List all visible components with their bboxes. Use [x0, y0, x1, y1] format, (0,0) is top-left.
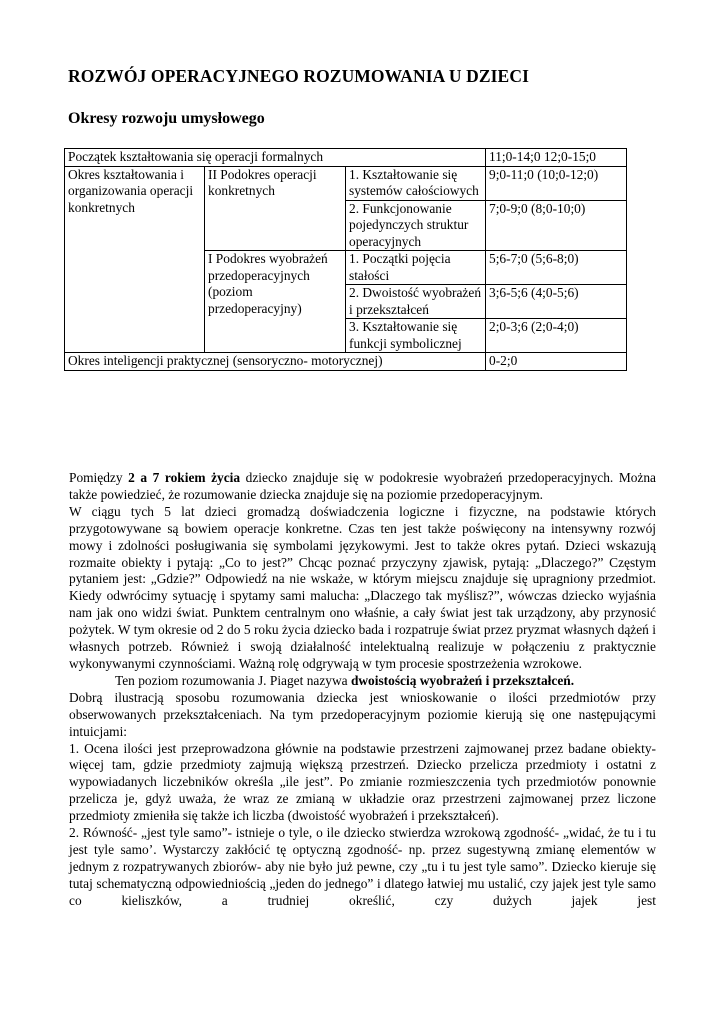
stage-label: 1. Początki pojęcia stałości	[346, 251, 486, 285]
period-label-formal: Początek kształtowania się operacji formalnych	[65, 149, 486, 167]
paragraph-point-1: 1. Ocena ilości jest przeprowadzona głównie na podstawie przestrzeni zajmowanej przez badane obiekty- więcej tam, gdzie przedmioty zajmują większą przestrzeń. Dziecko przelicza przedmioty i ostatni z wypowiadanych liczebników określa „ile jest”. Po zmianie rozmieszczenia tych przedmiotów ponownie przelicza je, gdyż uważa, że wraz ze zmianą w układzie oraz przestrzeni zajmowanej przez liczone przedmioty zmieniła się także ich liczba (dwoistość wyobrażeń i przekształceń).	[69, 740, 656, 824]
emphasis-age-range: 2 a 7 rokiem życia	[128, 470, 241, 485]
period-label-concrete: Okres kształtowania i organizowania operacji konkretnych	[65, 166, 205, 353]
paragraph-text: Pomiędzy	[69, 470, 129, 485]
age-range-formal: 11;0-14;0 12;0-15;0	[486, 149, 627, 167]
stage-label: 3. Kształtowanie się funkcji symbolicznej	[346, 319, 486, 353]
age-range: 7;0-9;0 (8;0-10;0)	[486, 200, 627, 251]
paragraph-questions: W ciągu tych 5 lat dzieci gromadzą doświadczenia logiczne i fizyczne, na podstawie których przygotowywane są bowiem operacje konkretne. Czas ten jest także poświęcony na intensywny rozwój mowy i zdolności posługiwania się symbolami językowymi. Jest to także okres pytań. Dzieci wskazują rozmaite obiekty i pytają: „Co to jest?” Chcąc poznać przyczyny zjawisk, pytają: „Dlaczego?” Częstym pytaniem jest: „Gdzie?” Odpowiedź na nie wskaże, w którym miejscu znajduje się upragniony przedmiot. Kiedy odwrócimy sytuację i spytamy sami malucha: „Dlaczego tak myślisz?”, wówczas dziecko wyjaśnia nam jak ono widzi świat. Punktem centralnym ono właśnie, a cały świat jest tak urządzony, aby przynosić pożytek. W tym okresie od 2 do 5 roku życia dziecko bada i rozpatruje świat przez pryzmat własnych dążeń i własnych potrzeb. Również i swoją działalność intelektualną realizuje w połączeniu z praktycznie wykonywanymi czynnościami. Ważną rolę odgrywają w tym procesie spostrzeżenia wzrokowe.	[69, 503, 656, 671]
paragraph-point-2: 2. Równość- „jest tyle samo”- istnieje o tyle, o ile dziecko stwierdza wzrokową zgodność- „widać, że tu i tu jest tyle samo’. Wystarczy zakłócić tę optyczną zgodność- np. przez sugestywną zmianę elementów w jednym z rozpatrywanych zbiorów- aby nie było już pewne, czy „tu i tu jest tyle samo”. Dziecko kieruje się tutaj schematyczną odpowiedniością „jeden do jednego” i dlatego łatwiej mu ustalić, czy jajek jest tyle samo co kieliszków, a trudniej określić, czy dużych jajek jest	[69, 825, 656, 908]
paragraph-illustration: Dobrą ilustracją sposobu rozumowania dziecka jest wnioskowanie o ilości przedmiotów przy obserwowanych przekształceniach. Na tym przedoperacyjnym poziomie kierują się one następującymi intuicjami:	[69, 689, 656, 739]
age-range-sensorimotor: 0-2;0	[486, 353, 627, 371]
document-title: ROZWÓJ OPERACYJNEGO ROZUMOWANIA U DZIECI	[68, 66, 529, 86]
paragraph-piaget	[69, 673, 656, 690]
paragraph-text: dziecko znajduje się w podokresie wyobrażeń przedoperacyjnych. Można także powiedzieć, że rozumowanie dziecka znajduje się na poziomie przedoperacyjnym.	[69, 470, 656, 502]
development-periods-table	[64, 148, 627, 371]
paragraph-intro	[69, 470, 656, 504]
subperiod-label-preoperational: I Podokres wyobrażeń przedoperacyjnych (poziom przedoperacyjny)	[205, 251, 346, 353]
paragraph-text: Ten poziom rozumowania J. Piaget nazywa	[115, 672, 351, 688]
subperiod-label-concrete-operations: II Podokres operacji konkretnych	[205, 166, 346, 251]
section-heading: Okresy rozwoju umysłowego	[68, 110, 265, 127]
emphasis-term: dwoistością wyobrażeń i przekształceń.	[350, 672, 575, 688]
stage-label: 2. Dwoistość wyobrażeń i przekształceń	[346, 285, 486, 319]
age-range: 5;6-7;0 (5;6-8;0)	[486, 251, 627, 285]
table-row	[65, 166, 627, 200]
period-label-sensorimotor: Okres inteligencji praktycznej (sensoryczno- motorycznej)	[65, 353, 486, 371]
stage-label: 2. Funkcjonowanie pojedynczych struktur operacyjnych	[346, 200, 486, 251]
age-range: 9;0-11;0 (10;0-12;0)	[486, 166, 627, 200]
age-range: 3;6-5;6 (4;0-5;6)	[486, 285, 627, 319]
body-text	[69, 470, 656, 910]
stage-label: 1. Kształtowanie się systemów całościowych	[346, 166, 486, 200]
table-row	[65, 353, 627, 371]
table-row	[65, 149, 627, 167]
age-range: 2;0-3;6 (2;0-4;0)	[486, 319, 627, 353]
